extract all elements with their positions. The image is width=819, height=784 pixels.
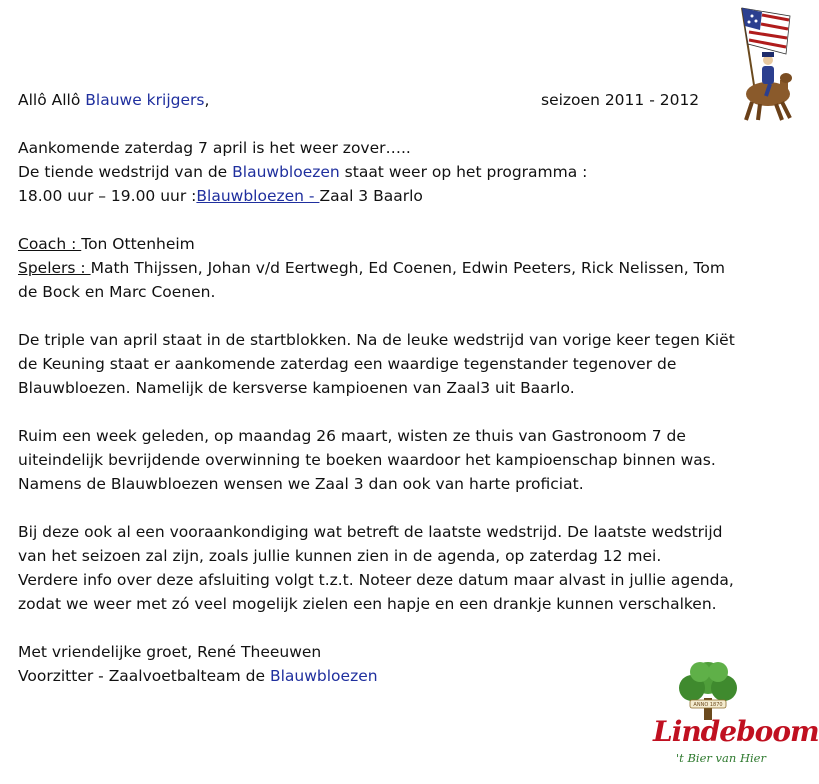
intro-line-1: Aankomende zaterdag 7 april is het weer zover….. bbox=[18, 139, 411, 157]
closing-role bbox=[18, 664, 378, 688]
intro-line-3 bbox=[18, 184, 423, 208]
intro-text: staat weer op het programma : bbox=[339, 163, 588, 181]
greeting bbox=[18, 88, 209, 112]
team-link[interactable]: Blauwbloezen - bbox=[196, 187, 320, 205]
players-line-1 bbox=[18, 256, 725, 280]
paragraph-line: uiteindelijk bevrijdende overwinning te boeken waardoor het kampioenschap binnen was. bbox=[18, 451, 716, 469]
players-line-2: de Bock en Marc Coenen. bbox=[18, 283, 216, 301]
greeting-name: Blauwe krijgers bbox=[85, 91, 205, 109]
paragraph-line: zodat we weer met zó veel mogelijk zielen een hapje en een drankje kunnen verschalken. bbox=[18, 595, 717, 613]
coach-name: Ton Ottenheim bbox=[81, 235, 195, 253]
paragraph-line: Bij deze ook al een vooraankondiging wat betreft de laatste wedstrijd. De laatste wedstrijd bbox=[18, 523, 723, 541]
paragraph-line: Verdere info over deze afsluiting volgt t.z.t. Noteer deze datum maar alvast in jullie agenda, bbox=[18, 571, 734, 589]
paragraph-line: Namens de Blauwbloezen wensen we Zaal 3 dan ook van harte proficiat. bbox=[18, 475, 584, 493]
paragraph-line: Blauwbloezen. Namelijk de kersverse kampioenen van Zaal3 uit Baarlo. bbox=[18, 379, 575, 397]
players-names: Math Thijssen, Johan v/d Eertwegh, Ed Coenen, Edwin Peeters, Rick Nelissen, Tom bbox=[90, 259, 725, 277]
intro-text: De tiende wedstrijd van de bbox=[18, 163, 233, 181]
coach-line bbox=[18, 232, 195, 256]
greeting-prefix: Allô Allô bbox=[18, 91, 86, 109]
team-name: Blauwbloezen bbox=[269, 667, 378, 685]
closing-regards: Met vriendelijke groet, René Theeuwen bbox=[18, 643, 322, 661]
paragraph-line: Ruim een week geleden, op maandag 26 maart, wisten ze thuis van Gastronoom 7 de bbox=[18, 427, 686, 445]
paragraph-line: de Keuning staat er aankomende zaterdag een waardige tegenstander tegenover de bbox=[18, 355, 677, 373]
sponsor-tagline: 't Bier van Hier bbox=[676, 751, 766, 765]
match-time: 18.00 uur – 19.00 uur : bbox=[18, 187, 197, 205]
opponent-name: Zaal 3 Baarlo bbox=[319, 187, 423, 205]
cavalry-flag-icon bbox=[712, 2, 798, 122]
role-text: Voorzitter - Zaalvoetbalteam de bbox=[18, 667, 270, 685]
intro-line-2 bbox=[18, 160, 587, 184]
players-label: Spelers : bbox=[18, 259, 91, 277]
season-label: seizoen 2011 - 2012 bbox=[541, 91, 700, 109]
team-name: Blauwbloezen bbox=[232, 163, 340, 181]
coach-label: Coach : bbox=[18, 235, 82, 253]
greeting-suffix: , bbox=[204, 91, 210, 109]
paragraph-line: De triple van april staat in de startblokken. Na de leuke wedstrijd van vorige keer tegen Kiët bbox=[18, 331, 735, 349]
svg-text:ANNO 1870: ANNO 1870 bbox=[693, 702, 723, 708]
sponsor-name: Lindeboom bbox=[653, 715, 819, 748]
paragraph-line: van het seizoen zal zijn, zoals jullie kunnen zien in de agenda, op zaterdag 12 mei. bbox=[18, 547, 662, 565]
